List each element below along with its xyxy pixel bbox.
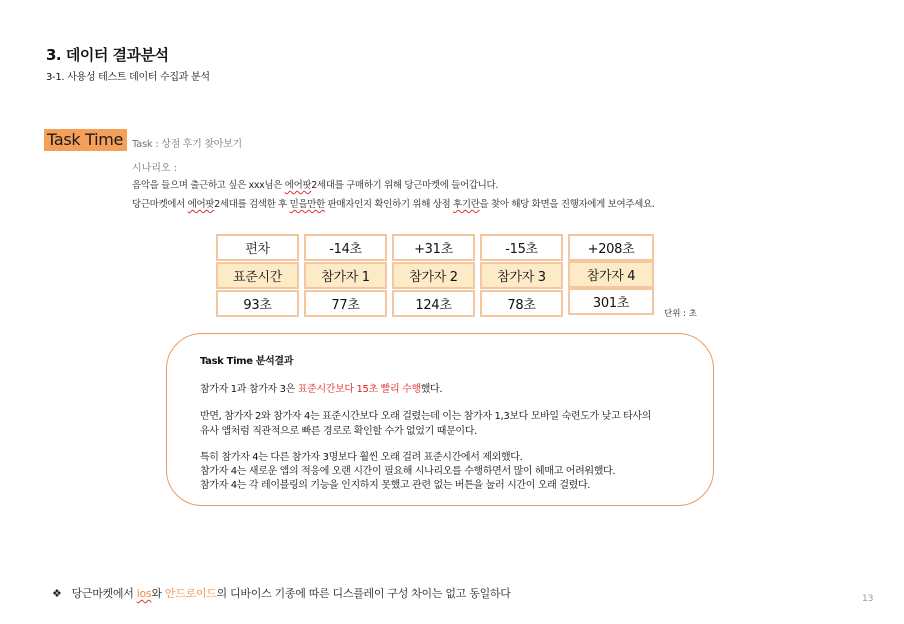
analysis-paragraph-2-line-1: 반면, 참가자 2와 참가자 4는 표준시간보다 오래 걸렸는데 이는 참가자 1,3보다 모바일 숙련도가 낮고 타사의: [200, 411, 652, 422]
table-cell-time-p2: 124초: [392, 290, 475, 317]
table-unit-note: 단위 : 초: [664, 309, 697, 319]
scenario-line-2: 당근마켓에서 에어팟2세대를 검색한 후 믿을만한 판매자인지 확인하기 위해 상점 후기란을 찾아 해당 화면을 진행자에게 보여주세요.: [132, 199, 655, 210]
scenario-line-1: 음악을 들으며 출근하고 싶은 xxx님은 에어팟2세대를 구매하기 위해 당근마켓에 들어갑니다.: [132, 180, 498, 191]
analysis-paragraph-3-line-1: 특히 참가자 4는 다른 참가자 3명보다 훨씬 오래 걸려 표준시간에서 제외했다.: [200, 452, 523, 463]
table-cell-time-p3: 78초: [480, 290, 563, 317]
analysis-paragraph-3-line-3: 참가자 4는 각 레이블링의 기능을 인지하지 못했고 관련 없는 버튼을 눌러 시간이 오래 걸렸다.: [200, 480, 591, 491]
section-title: 3. 데이터 결과분석: [46, 46, 169, 64]
analysis-title: Task Time 분석결과: [200, 356, 294, 367]
table-header-p2: 참가자 2: [392, 262, 475, 289]
table-cell-time-p1: 77초: [304, 290, 387, 317]
table-header-p4: 참가자 4: [568, 261, 654, 288]
subsection-title: 3-1. 사용성 테스트 데이터 수집과 분석: [46, 72, 210, 83]
task-time-badge: Task Time: [44, 129, 127, 151]
task-label: Task : 상점 후기 찾아보기: [132, 139, 242, 150]
page-number: 13: [862, 594, 874, 604]
analysis-paragraph-1: 참가자 1과 참가자 3은 표준시간보다 15초 빨리 수행했다.: [200, 384, 443, 395]
analysis-paragraph-2-line-2: 유사 앱처럼 직관적으로 빠른 경로로 확인할 수가 없었기 때문이다.: [200, 426, 477, 437]
table-cell-time-standard: 93초: [216, 290, 299, 317]
table-header-p3: 참가자 3: [480, 262, 563, 289]
scenario-title: 시나리오 :: [132, 163, 178, 174]
table-cell-deviation-p2: +31초: [392, 234, 475, 261]
table-header-p1: 참가자 1: [304, 262, 387, 289]
table-cell-deviation-label: 편차: [216, 234, 299, 261]
table-cell-deviation-p4: +208초: [568, 234, 654, 261]
analysis-paragraph-3-line-2: 참가자 4는 새로운 앱의 적응에 오랜 시간이 필요해 시나리오를 수행하면서 많이 헤매고 어려워했다.: [200, 466, 616, 477]
table-header-standard: 표준시간: [216, 262, 299, 289]
table-cell-deviation-p1: -14초: [304, 234, 387, 261]
table-cell-deviation-p3: -15초: [480, 234, 563, 261]
table-cell-time-p4: 301초: [568, 288, 654, 315]
diamond-bullet-icon: ❖: [52, 587, 62, 600]
device-note: ❖ 당근마켓에서 ios와 안드로이드의 디바이스 기종에 따른 디스플레이 구성 차이는 없고 동일하다: [52, 587, 511, 600]
